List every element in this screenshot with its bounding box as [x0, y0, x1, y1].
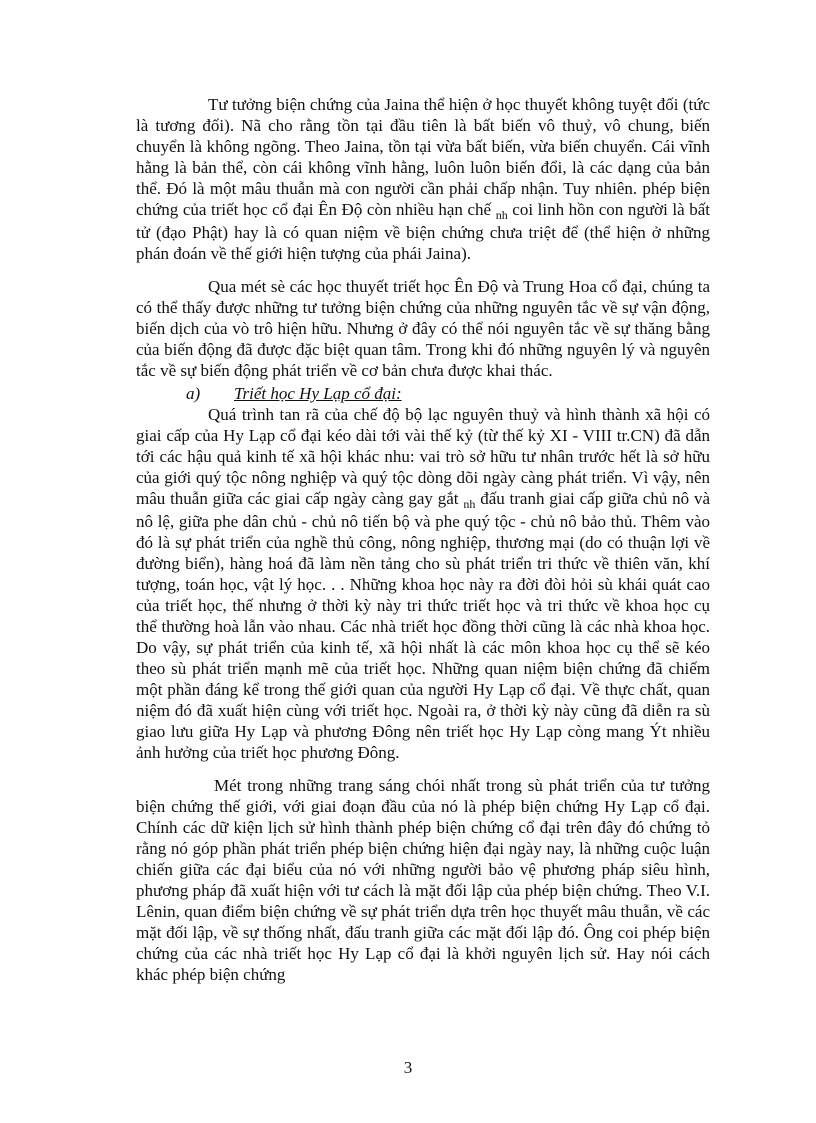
paragraph-summary: [136, 276, 710, 381]
paragraph-greece-rest: đấu tranh giai cấp giữa chủ nô và nô lệ, giữa phe dân chủ - chủ nô tiến bộ và phe quý tộc - chủ nô bảo thủ. Thêm vào đó là sự phát triển của nghề thủ công, nông nghiệp, thương mại (do có thuận lợi về đường biển), hàng hoá đã làm nền tảng cho sù phát triển tri thức về thiên văn, khí tượng, toán học, vật lý học. . . Những khoa học này ra đời đòi hỏi sù khái quát cao của triết học, thế nhưng ở thời kỳ này tri thức triết học và tri thức về khoa học cụ thể thường hoà lẫn vào nhau. Các nhà triết học đồng thời cũng là các nhà khoa học. Do vậy, sự phát triển của kinh tế, xã hội nhất là các môn khoa học cụ thể sẽ kéo theo sù phát triển mạnh mẽ của triết học. Những quan niệm biện chứng đã chiếm một phần đáng kể trong thế giới quan của người Hy Lạp cổ đại. Về thực chất, quan niệm đó đã xuất hiện cùng với triết học. Ngoài ra, ở thời kỳ này cũng đã diễn ra sù giao lưu giữa Hy Lạp và phương Đông nên triết học Hy Lạp còng mang Ýt nhiều ảnh hưởng của triết học phương Đông.: [136, 489, 711, 762]
section-heading-number: a): [186, 384, 201, 403]
paragraph-summary-text: Qua mét sè các học thuyết triết học Ên Độ và Trung Hoa cổ đại, chúng ta có thể thấy được những tư tưởng biện chứng của những nguyên tắc về sự vận động, biến dịch của vò trô hiện hữu. Nhưng ở đây có thể nói nguyên tắc về sự thăng bằng của biến động đã được đặc biệt quan tâm. Trong khi đó những nguyên lý và nguyên tắc về sự biến động phát triển về cơ bản chưa được khai thác.: [136, 277, 710, 380]
paragraph-dialectics-text: Mét trong những trang sáng chói nhất trong sù phát triển của tư tưởng biện chứng thế giới, với giai đoạn đầu của nó là phép biện chứng Hy Lạp cổ đại. Chính các dữ kiện lịch sử hình thành phép biện chứng cổ đại trên đây đó chứng tỏ rằng nó góp phần phát triển phép biện chứng hiện đại ngày nay, là những cuộc luận chiến giữa các đại biểu của nó với những người bảo vệ phương pháp siêu hình, phương pháp đã xuất hiện với tư cách là mặt đối lập của phép biện chứng. Theo V.I. Lênin, quan điểm biện chứng về sự phát triển dựa trên học thuyết mâu thuẫn, về các mặt đối lập, về sự thống nhất, đấu tranh giữa các mặt đối lập đó. Ông coi phép biện chứng của các nhà triết học Hy Lạp cổ đại là khởi nguyên lịch sử. Hay nói cách khác phép biện chứng: [136, 776, 710, 984]
paragraph-jaina-text: Tư tưởng biện chứng của Jaina thể hiện ở học thuyết không tuyệt đối (tức là tương đối). Nã cho rằng tồn tại đầu tiên là bất biến vô thuỷ, vô chung, biến chuyển là không ngõng. Theo Jaina, tồn tại vừa bất biến, vừa biến chuyển. Cái vĩnh hằng là bản thể, còn cái không vĩnh hằng, luôn luôn biến đổi, là các dạng của bản thể. Đó là một mâu thuẫn mà con người cần phải chấp nhận. Tuy nhiên. phép biện chứng của triết học cổ đại Ên Độ còn nhiều hạn chế: [136, 95, 710, 219]
section-heading-title: Triết học Hy Lạp cổ đại:: [234, 384, 402, 403]
paragraph-jaina: [136, 94, 710, 264]
paragraph-dialectics: [136, 775, 710, 985]
paragraph-greece-text: Quá trình tan rã của chế độ bộ lạc nguyên thuỷ và hình thành xã hội có giai cấp của Hy Lạp cổ đại kéo dài tới vài thế kỷ (từ thế kỷ XI - VIII tr.CN) đã dẫn tới các hậu quả kinh tế xã hội khác nhu: vai trò sở hữu tư nhân trước hết là sở hữu của giới quý tộc nông nghiệp và quý tộc dòng dõi ngày càng phát triển. Vì vậy, nên mâu thuẫn giữa các giai cấp ngày càng gay gắt: [136, 405, 710, 508]
paragraph-jaina-rest: coi linh hồn con người là bất tử (đạo Phật) hay là có quan niệm về biện chứng chưa triệt để (thể hiện ở những phán đoán về thế giới hiện tượng của phái Jaina).: [136, 200, 711, 263]
paragraph-greece-fragment: nh: [463, 497, 476, 511]
paragraph-greece: [136, 404, 710, 763]
document-body: [136, 94, 710, 985]
page-number: 3: [403, 1058, 413, 1077]
section-heading: [136, 383, 710, 404]
paragraph-jaina-fragment: nh: [495, 208, 508, 222]
